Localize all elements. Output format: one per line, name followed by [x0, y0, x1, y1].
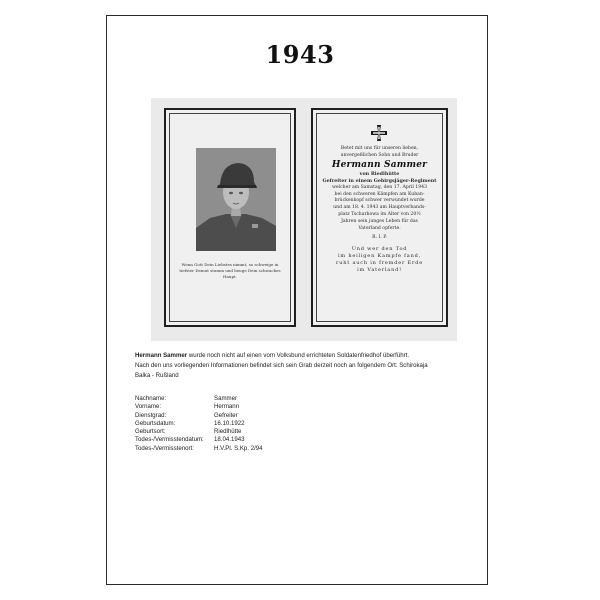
grave-status-paragraph [135, 351, 455, 381]
details-label: Todes-/Vermisstenort: [135, 444, 194, 452]
details-value: 18.04.1943 [214, 436, 245, 444]
verse-line: im Vaterland! [357, 266, 402, 273]
obit-line: welcher am Samstag, den 17. April 1943 [331, 184, 427, 190]
obit-line: Jahren sein junges Leben für das [341, 219, 418, 225]
details-label: Vorname: [135, 403, 162, 411]
details-value: 16.10.1922 [214, 419, 245, 427]
obit-line: Vaterland opferte. [358, 226, 401, 232]
death-card-right-panel [311, 108, 448, 327]
deceased-origin: von Riedlhütte [359, 170, 400, 177]
details-row [135, 428, 435, 436]
obit-line: unvergeßlichen Sohn und Bruder [340, 152, 419, 158]
intro-line-1 [135, 351, 455, 361]
intro-line-1-text: wurde noch nicht auf einen vom Volksbund errichteten Soldatenfriedhof überführt. [187, 352, 410, 359]
death-card-scan [151, 98, 457, 341]
details-row [135, 412, 435, 420]
soldier-portrait-photo [196, 148, 276, 251]
deceased-rank: Gefreiter in einem Gebirgsjäger-Regiment [322, 177, 437, 184]
details-label: Geburtsdatum: [135, 419, 176, 427]
obit-line: platz Tscharkowa im Alter von 20½ [338, 212, 421, 218]
details-label: Nachname: [135, 395, 167, 402]
obit-line: brückenkopf schwer verwundet wurde [334, 198, 425, 204]
details-value: H.V.Pl. S.Kp. 2/94 [214, 444, 263, 452]
details-row [135, 395, 435, 403]
rip-text: R. I. P. [372, 234, 387, 240]
page-title-year: 1943 [265, 40, 335, 69]
intro-name: Hermann Sammer [135, 352, 188, 359]
details-label: Geburtsort: [135, 428, 166, 436]
details-value: Hermann [214, 403, 240, 411]
closing-verse [319, 246, 440, 274]
details-row [135, 403, 435, 411]
verse-line: im heiligen Kampfe fand, [338, 252, 421, 259]
details-label: Dienstgrad: [135, 411, 167, 419]
details-label: Todes-/Vermisstendatum: [135, 436, 204, 444]
details-row [135, 445, 435, 453]
personal-details-table [135, 395, 435, 453]
verse-line: Und wer den Tod [351, 245, 408, 252]
death-card-left-panel [164, 108, 296, 327]
obituary-text [319, 146, 440, 274]
details-value: Gefreiter [214, 411, 238, 419]
obit-line: bei den schweren Kämpfen am Kuban- [334, 191, 425, 197]
portrait-caption: Wenn Gott Dein Liebstes nimmt, so schweige in tiefster Demut stumm und beuge Dein schwaches Haupt. [179, 262, 281, 279]
details-row [135, 420, 435, 428]
iron-cross-icon [370, 124, 388, 142]
details-value: Sammer [214, 395, 238, 402]
intro-line-3: Balka - Rußland [135, 372, 179, 379]
obit-line: Betet mit uns für unseren lieben, [340, 146, 419, 151]
soldier-portrait-image [196, 148, 276, 251]
deceased-name: Hermann Sammer [331, 159, 428, 170]
obit-line: und am 18. 4. 1943 am Hauptverbands- [333, 205, 426, 211]
verse-line: ruht auch in fremder Erde [336, 259, 423, 266]
details-row [135, 436, 435, 444]
intro-line-2: Nach den uns vorliegenden Informationen befindet sich sein Grab derzeit noch an folgendem Ort: Schirokaja [135, 362, 428, 369]
details-value: Riedlhütte [214, 428, 242, 436]
